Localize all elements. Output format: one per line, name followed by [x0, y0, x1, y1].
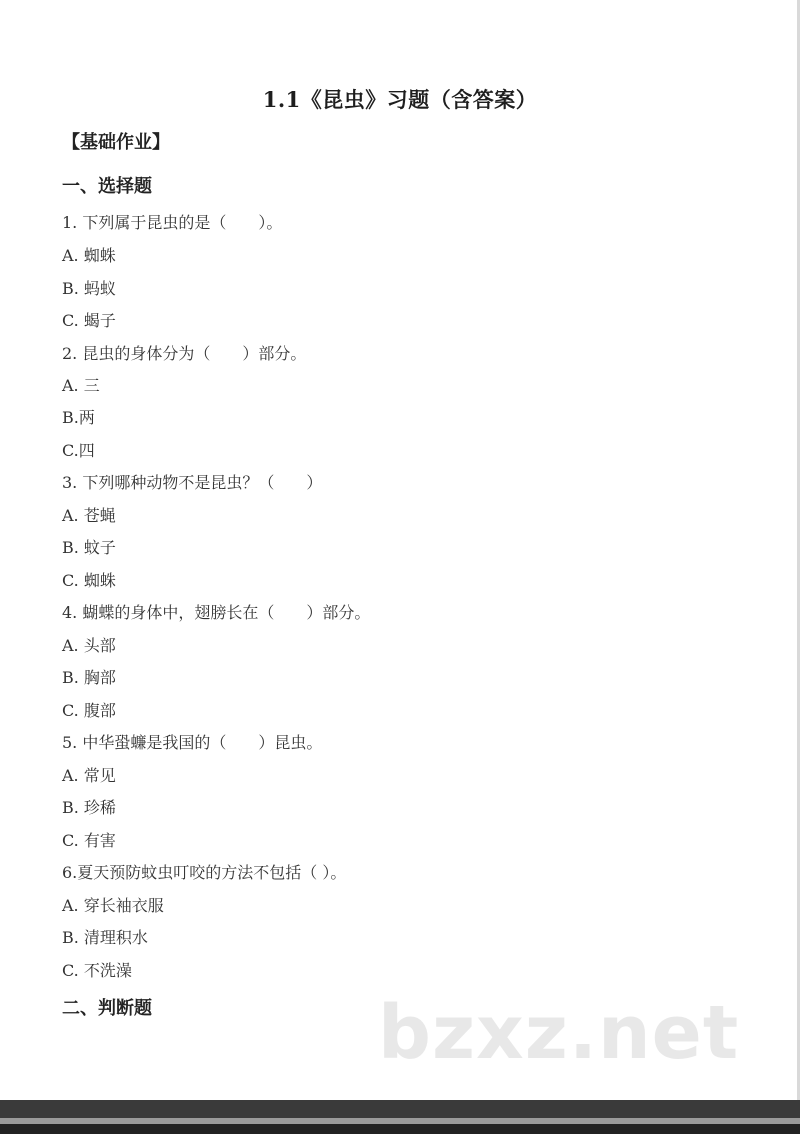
option-a: A. 穿长袖衣服 [62, 896, 164, 915]
part2-heading: 二、判断题 [62, 998, 152, 1019]
question-stem: 2. 昆虫的身体分为（ ）部分。 [62, 344, 307, 363]
option-b: B. 蚂蚁 [62, 279, 116, 298]
section-basic-homework: 【基础作业】 [62, 132, 170, 153]
part1-heading: 一、选择题 [62, 176, 152, 197]
option-c: C. 蜘蛛 [62, 571, 116, 590]
option-a: A. 三 [62, 376, 100, 395]
option-c: C.四 [62, 441, 95, 460]
option-a: A. 蜘蛛 [62, 246, 116, 265]
bottom-edge [0, 1124, 800, 1134]
question-stem: 4. 蝴蝶的身体中，翅膀长在（ ）部分。 [62, 603, 371, 622]
option-c: C. 不洗澡 [62, 961, 132, 980]
option-b: B. 胸部 [62, 668, 116, 687]
question-stem: 1. 下列属于昆虫的是（ ）。 [62, 213, 283, 232]
option-a: A. 苍蝇 [62, 506, 116, 525]
option-b: B. 清理积水 [62, 928, 148, 947]
option-b: B.两 [62, 408, 95, 427]
option-c: C. 腹部 [62, 701, 116, 720]
question-stem: 5. 中华蛩蠊是我国的（ ）昆虫。 [62, 733, 323, 752]
option-c: C. 蝎子 [62, 311, 116, 330]
option-c: C. 有害 [62, 831, 116, 850]
option-a: A. 头部 [62, 636, 116, 655]
question-stem: 6.夏天预防蚊虫叮咬的方法不包括（ ）。 [62, 863, 347, 882]
option-b: B. 珍稀 [62, 798, 116, 817]
option-a: A. 常见 [62, 766, 116, 785]
watermark: bzxz.net [378, 990, 740, 1076]
document-title: 1.1《昆虫》习题（含答案） [262, 87, 538, 112]
option-b: B. 蚊子 [62, 538, 116, 557]
question-stem: 3. 下列哪种动物不是昆虫？（ ） [62, 473, 323, 492]
viewer-bottom-bar [0, 1100, 800, 1134]
